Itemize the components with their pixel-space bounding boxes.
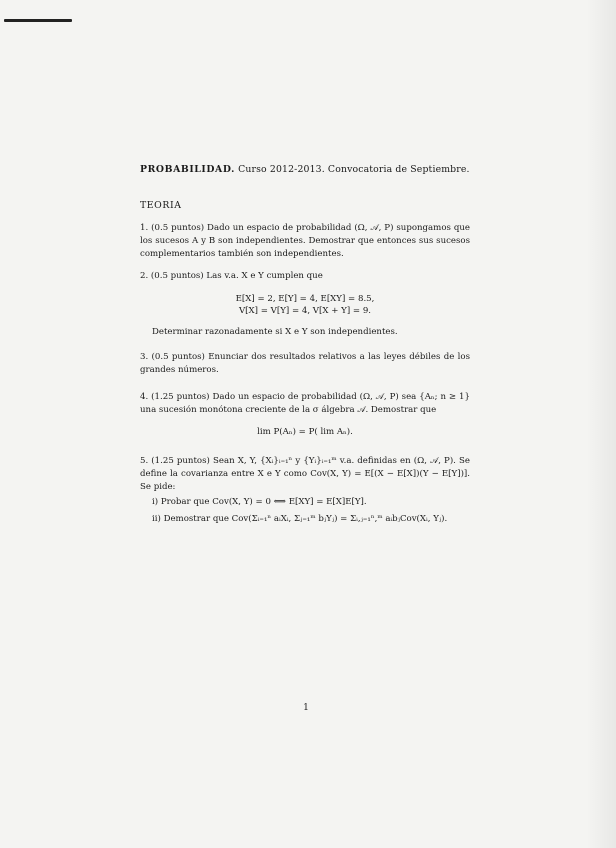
question-2-task: Determinar razonadamente si X e Y son independientes. bbox=[152, 327, 398, 337]
question-4-intro: 4. (1.25 puntos) Dado un espacio de probabilidad (Ω, 𝒜, P) sea {Aₙ; n ≥ 1} una sucesión monótona creciente de la σ álgebra 𝒜. Demostrar que bbox=[140, 392, 470, 415]
formula-line-1: E[X] = 2, E[Y] = 4, E[XY] = 8.5, bbox=[235, 294, 375, 304]
question-1: 1. (0.5 puntos) Dado un espacio de probabilidad (Ω, 𝒜, P) supongamos que los sucesos A y B son independientes. Demostrar que entonces sus sucesos complementarios también son independientes. bbox=[140, 223, 470, 259]
question-5-part-i: i) Probar que Cov(X, Y) = 0 ⟺ E[XY] = E[X]E[Y]. bbox=[152, 497, 367, 507]
exam-heading bbox=[140, 163, 470, 176]
scan-edge-shadow bbox=[586, 0, 616, 848]
heading-subject: PROBABILIDAD. bbox=[140, 164, 236, 175]
scan-artifact-mark bbox=[4, 19, 72, 22]
question-4-formula: lim P(Aₙ) = P( lim Aₙ). bbox=[257, 427, 353, 437]
section-title: TEORIA bbox=[140, 200, 182, 211]
question-5-part-ii: ii) Demostrar que Cov(Σᵢ₌₁ⁿ aᵢXᵢ, Σⱼ₌₁ᵐ bⱼYⱼ) = Σᵢ,ⱼ₌₁ⁿ,ᵐ aᵢbⱼCov(Xᵢ, Yⱼ). bbox=[152, 514, 448, 524]
question-5-intro: 5. (1.25 puntos) Sean X, Y, {Xᵢ}ᵢ₌₁ⁿ y {Yᵢ}ᵢ₌₁ᵐ v.a. definidas en (Ω, 𝒜, P). Se define la covarianza entre X e Y como Cov(X, Y) = E[(X − E[X])(Y − E[Y])]. Se pide: bbox=[140, 456, 470, 492]
exam-sheet bbox=[140, 163, 470, 526]
question-2-intro: 2. (0.5 puntos) Las v.a. X e Y cumplen que bbox=[140, 271, 323, 281]
page-number: 1 bbox=[303, 703, 309, 713]
question-3: 3. (0.5 puntos) Enunciar dos resultados relativos a las leyes débiles de los grandes números. bbox=[140, 352, 470, 375]
heading-details: Curso 2012-2013. Convocatoria de Septiembre. bbox=[238, 164, 470, 175]
formula-line-2: V[X] = V[Y] = 4, V[X + Y] = 9. bbox=[238, 306, 372, 316]
question-2-formula bbox=[140, 293, 470, 317]
